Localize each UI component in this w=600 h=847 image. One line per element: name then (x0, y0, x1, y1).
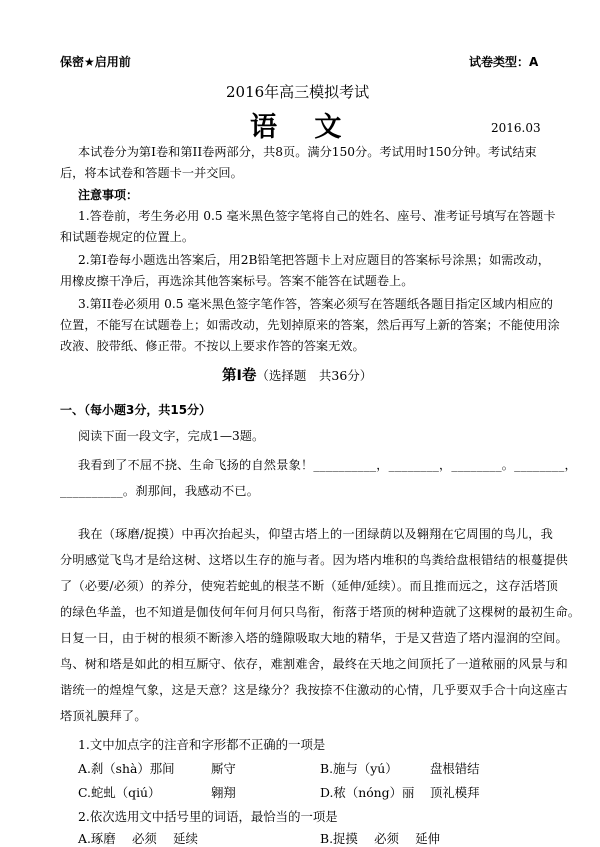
question-1-option-a: A.刹（shà）那间 (78, 761, 175, 776)
note-3-line-2: 位置，不能写在试题卷上；如需改动，先划掉原来的答案，然后再写上新的答案；不能使用涂 (60, 318, 560, 332)
confidential-label: 保密★启用前 (60, 55, 131, 69)
notes-heading: 注意事项： (78, 188, 139, 202)
note-3-line-3: 改液、胶带纸、修正带。不按以上要求作答的答案无效。 (60, 339, 365, 353)
exam-date: 2016.03 (491, 121, 541, 135)
question-1-option-b: B.施与（yú） (320, 761, 398, 776)
note-2-line-2: 用橡皮擦干净后，再选涂其他答案标号。答案不能答在试题卷上。 (60, 274, 414, 288)
question-2-option-b: B.捉摸 必须 延伸 (320, 831, 441, 846)
subject-title: 语 文 (250, 112, 356, 143)
section-1-instruction: 阅读下面一段文字，完成1—3题。 (78, 429, 265, 443)
passage-para-8: 塔顶礼膜拜了。 (60, 709, 147, 723)
question-2-stem: 2.依次选用文中括号里的词语，最恰当的一项是 (78, 809, 338, 824)
passage-para-6: 鸟、树和塔是如此的相互厮守、依存，难割难舍，最终在天地之间顶托了一道秾丽的风景与和 (60, 657, 568, 671)
intro-line-2: 后，将本试卷和答题卡一并交回。 (60, 166, 243, 180)
question-1-option-a-word: 厮守 (211, 761, 236, 776)
note-1-line-1: 1.答卷前，考生务必用 0.5 毫米黑色签字笔将自己的姓名、座号、准考证号填写在答题卡 (78, 209, 556, 223)
part-1-heading (222, 364, 372, 385)
intro-line-1: 本试卷分为第I卷和第II卷两部分，共8页。满分150分。考试用时150分钟。考试结束 (78, 145, 537, 159)
passage-line-1: 我看到了不屈不挠、生命飞扬的自然景象！__________，________，________。________， (78, 458, 577, 472)
passage-para-7: 谐统一的煌煌气象，这是天意？这是缘分？我按捺不住激动的心情，几乎要双手合十向这座古 (60, 683, 568, 697)
passage-para-3: 了（必要/必须）的养分，使宛若蛇虬的根茎不断（延伸/延续）。而且推而远之，这存活塔顶 (60, 579, 559, 593)
section-1-heading: 一、（每小题3分，共15分） (60, 403, 212, 417)
question-2-option-a: A.琢磨 必须 延续 (78, 831, 198, 846)
passage-para-1: 我在（琢磨/捉摸）中再次抬起头，仰望古塔上的一团绿荫以及翱翔在它周围的鸟儿，我 (78, 527, 554, 541)
part-1-title: 第I卷 (222, 368, 257, 384)
question-1-stem: 1.文中加点字的注音和字形都不正确的一项是 (78, 737, 326, 752)
passage-line-2: __________。刹那间，我感动不已。 (60, 484, 260, 498)
question-1-option-d: D.秾（nóng）丽 (320, 785, 415, 800)
passage-para-2: 分明感觉飞鸟才是给这树、这塔以生存的施与者。因为塔内堆积的鸟粪给盘根错结的根蔓提供 (60, 553, 568, 567)
question-1-option-c: C.蛇虬（qiú） (78, 785, 161, 800)
exam-title: 2016年高三模拟考试 (226, 83, 370, 101)
question-1-option-b-word: 盘根错结 (430, 761, 480, 776)
passage-para-5: 日复一日，由于树的根须不断渗入塔的缝隙吸取大地的精华，于是又营造了塔内湿润的空间。 (60, 631, 568, 645)
part-1-subtitle: （选择题 共36分） (256, 368, 373, 383)
note-1-line-2: 和试题卷规定的位置上。 (60, 230, 195, 244)
note-3-line-1: 3.第II卷必须用 0.5 毫米黑色签字笔作答，答案必须写在答题纸各题目指定区域内相应的 (78, 297, 553, 311)
note-2-line-1: 2.第I卷每小题选出答案后，用2B铅笔把答题卡上对应题目的答案标号涂黑；如需改动， (78, 253, 550, 267)
passage-para-4: 的绿色华盖，也不知道是伽伎何年何月何只鸟衔，衔落于塔顶的树种造就了这棵树的最初生命。 (60, 605, 581, 619)
exam-type-label: 试卷类型：A (469, 55, 539, 69)
question-1-option-c-word: 翱翔 (211, 785, 236, 800)
question-1-option-d-word: 顶礼模拜 (430, 785, 480, 800)
